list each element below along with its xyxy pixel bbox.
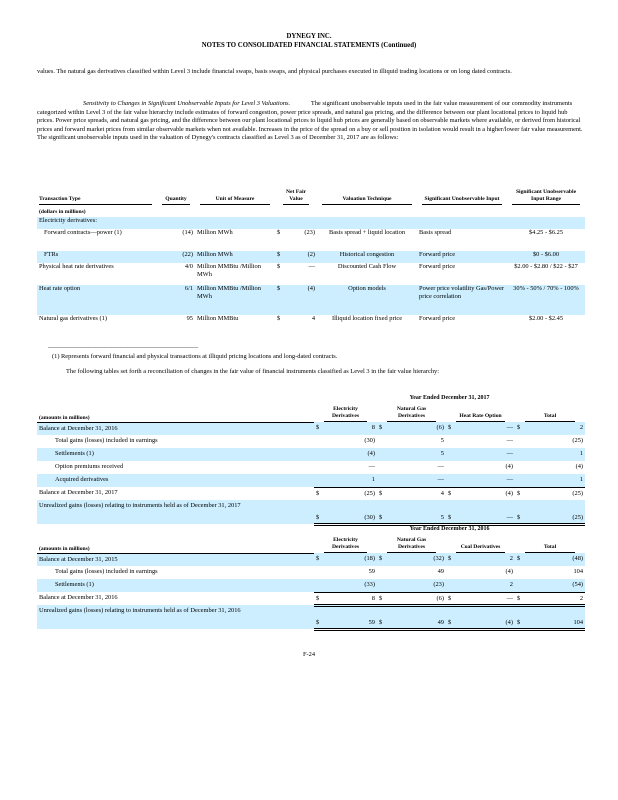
table-row [37, 251, 585, 263]
currency-symbol: $ [515, 605, 529, 629]
transaction-type: Heat rate option [37, 285, 157, 315]
unobservable-input: Power price volatility Gas/Power price correlation [417, 285, 507, 315]
amount: 2 [460, 579, 515, 592]
amount: (4) [505, 463, 513, 470]
currency-symbol [515, 435, 529, 448]
unobservable-inputs-table [37, 172, 585, 337]
valuation-technique: Historical congestion [317, 251, 417, 263]
column-header [446, 533, 515, 553]
amount: 104 [573, 568, 584, 575]
amount: (18) [324, 553, 377, 566]
currency-symbol: $ [277, 262, 281, 270]
footnote: (1) Represents forward financial and physical transactions at illiquid pricing locations and long-dated contracts. [52, 353, 338, 360]
currency-symbol [377, 566, 391, 579]
currency-symbol: $ [377, 487, 391, 500]
currency-symbol: $ [377, 605, 391, 629]
reconciliation-intro: The following tables set forth a reconciliation of changes in the fair value of financial instruments classified as Level 3 in the fair value hierarchy: [66, 368, 440, 375]
amount: (48) [529, 553, 585, 566]
amount: 1 [529, 474, 585, 487]
net-fair-value: (23) [304, 228, 316, 236]
page-number: F-24 [302, 651, 316, 658]
table-row [37, 448, 585, 461]
currency-symbol [377, 579, 391, 592]
quantity: (14) [182, 228, 193, 236]
footnote-rule: _______________________________________________ [48, 342, 199, 349]
currency-symbol: $ [314, 422, 324, 435]
amount: 8 [324, 592, 377, 605]
col-transaction-type: Transaction Type [39, 196, 152, 205]
amount: (25) [572, 437, 584, 444]
amount: — [460, 592, 515, 605]
currency-symbol [515, 579, 529, 592]
intro-paragraph: values. The natural gas derivatives classified within Level 3 include financial swaps, basis swaps, and physical purchases executed in illiquid trading locations or on long dated contracts. [37, 68, 512, 75]
table-row [37, 315, 585, 337]
amount: — [368, 463, 375, 470]
column-header-label: Coal Derivatives [456, 544, 505, 553]
valuation-technique: Illiquid location fixed price [331, 314, 403, 322]
sensitivity-text: The significant unobservable inputs used in the fair value measurement of our commodity instruments categorized within Level 3 of the fair value hierarchy include estimates of forward congestion, power price spreads, and natural gas pricing, and the difference between our plant locational prices to liquid hub prices. Power price spreads, and natural gas pricing, and the difference between our plant locational prices to liquid hub prices are generally based on observable markets where available, or derived from historical prices and forward market prices from similar observable markets when not available. Increases in the price of the spread on a buy or sell position in isolation would result in a higher/lower fair value measurement. The significant unobservable inputs used in the valuation of Dynegy's contracts classified as Level 3 as of December 31, 2017 are as follows: [37, 100, 583, 142]
valuation-technique: Discounted Cash Flow [337, 262, 397, 270]
table-row [37, 553, 585, 566]
unobservable-input: Forward price [419, 262, 456, 270]
col-net-fair-value: Net Fair Value [283, 189, 309, 205]
units-note: (amounts in millions) [37, 533, 314, 553]
amount: 2 [529, 422, 585, 435]
table-row [37, 487, 585, 500]
table-row [37, 605, 585, 629]
col-valuation-technique: Valuation Technique [322, 196, 412, 205]
input-range: $2.00 - $2.45 [528, 314, 564, 322]
spacer [37, 390, 314, 402]
amount: — [506, 437, 513, 444]
table-row [37, 592, 585, 605]
unobservable-input: Forward price [419, 314, 456, 322]
row-label: Unrealized gains (losses) relating to instruments held as of December 31, 2017 [37, 500, 314, 524]
amount: 5 [440, 437, 444, 444]
currency-symbol [314, 461, 324, 474]
currency-symbol: $ [515, 422, 529, 435]
units-note: (amounts in millions) [37, 402, 314, 422]
net-fair-value: (2) [287, 251, 317, 263]
table-row [37, 461, 585, 474]
amount: (23) [391, 579, 446, 592]
currency-symbol: $ [515, 500, 529, 524]
row-label: Balance at December 31, 2016 [37, 422, 314, 435]
transaction-type: FTRs [37, 251, 157, 263]
net-fair-value: — [308, 262, 316, 270]
amount: 5 [391, 448, 446, 461]
currency-symbol [314, 435, 324, 448]
row-label: Acquired derivatives [37, 474, 314, 487]
col-input-range: Significant Unobservable Input Range [512, 189, 580, 205]
currency-symbol [314, 474, 324, 487]
unit-of-measure: Million MMBtu /Million MWh [195, 285, 275, 315]
amount: (4) [460, 487, 515, 500]
currency-symbol: $ [446, 553, 460, 566]
input-range: 30% - 50% / 70% - 100% [507, 285, 585, 315]
quantity: 95 [186, 314, 193, 322]
amount: (54) [529, 579, 585, 592]
table-row [37, 566, 585, 579]
quantity: (22) [157, 251, 195, 263]
amount: — [460, 500, 515, 524]
col-unit: Unit of Measure [200, 196, 270, 205]
column-header-label: Total [525, 413, 575, 422]
table-row [37, 435, 585, 448]
amount: 59 [368, 568, 375, 575]
currency-symbol [446, 579, 460, 592]
column-header-label: Natural Gas Derivatives [387, 537, 436, 553]
amount: (25) [324, 487, 377, 500]
unit-of-measure: Million MMBtu /Million MWh [197, 262, 261, 279]
currency-symbol: $ [275, 285, 287, 315]
amount: — [460, 422, 515, 435]
net-fair-value: 4 [311, 314, 316, 322]
unobservable-input: Forward price [417, 251, 507, 263]
valuation-technique: Basis spread + liquid location [329, 228, 406, 236]
amount: (4) [505, 568, 513, 575]
reconciliation-2016-table [37, 521, 585, 631]
currency-symbol [515, 474, 529, 487]
column-header-label: Electricity Derivatives [324, 537, 367, 553]
currency-symbol [515, 448, 529, 461]
amount: 5 [391, 500, 446, 524]
sensitivity-paragraph [37, 100, 585, 143]
column-header [377, 402, 446, 422]
currency-symbol [377, 448, 391, 461]
unit-of-measure: Million MMBtu [197, 314, 239, 322]
amount: (4) [324, 448, 377, 461]
amount: (4) [575, 463, 584, 470]
currency-symbol: $ [446, 487, 460, 500]
currency-symbol [515, 566, 529, 579]
column-header [377, 533, 446, 553]
unit-of-measure: Million MWh [195, 251, 275, 263]
currency-symbol: $ [446, 592, 460, 605]
spacer [37, 521, 314, 533]
input-range: $4.25 - $6.25 [528, 228, 564, 236]
quantity: 4/0 [184, 262, 193, 270]
currency-symbol [446, 566, 460, 579]
row-label: Settlements (1) [37, 448, 314, 461]
amount: (25) [529, 500, 585, 524]
currency-symbol: $ [446, 605, 460, 629]
table-row [37, 229, 585, 251]
amount: 104 [529, 605, 585, 629]
currency-symbol: $ [275, 251, 287, 263]
amount: (33) [324, 579, 377, 592]
amount: 4 [391, 487, 446, 500]
amount: 49 [391, 605, 446, 629]
amount: 8 [324, 422, 377, 435]
currency-symbol: $ [314, 487, 324, 500]
transaction-type: Forward contracts—power (1) [44, 228, 122, 236]
column-header [515, 402, 585, 422]
units-note: (dollars in millions) [39, 209, 86, 215]
currency-symbol [515, 461, 529, 474]
table-row [37, 474, 585, 487]
input-range: $0 - $6.00 [507, 251, 585, 263]
column-header [314, 533, 377, 553]
col-quantity: Quantity [162, 196, 190, 205]
period-header: Year Ended December 31, 2016 [409, 526, 490, 532]
row-label: Option premiums received [55, 463, 124, 470]
row-label: Balance at December 31, 2015 [37, 553, 314, 566]
currency-symbol: $ [377, 553, 391, 566]
currency-symbol: $ [515, 592, 529, 605]
table-row [37, 285, 585, 315]
amount: 59 [324, 605, 377, 629]
quantity: 6/1 [157, 285, 195, 315]
net-fair-value: (4) [287, 285, 317, 315]
amount: — [391, 474, 446, 487]
amount: 1 [324, 474, 377, 487]
amount: — [437, 463, 444, 470]
amount: — [460, 448, 515, 461]
amount: 2 [529, 592, 585, 605]
amount: (25) [529, 487, 585, 500]
row-label: Settlements (1) [37, 579, 314, 592]
unit-of-measure: Million MWh [197, 228, 233, 236]
currency-symbol [446, 448, 460, 461]
currency-symbol [314, 579, 324, 592]
currency-symbol: $ [377, 500, 391, 524]
amount: (30) [364, 437, 375, 444]
sensitivity-heading: Sensitivity to Changes in Significant Unobservable Inputs for Level 3 Valuations. [83, 100, 291, 107]
table-row [37, 579, 585, 592]
amount: — [460, 474, 515, 487]
company-name: DYNEGY INC. [286, 33, 332, 40]
currency-symbol [446, 435, 460, 448]
currency-symbol: $ [314, 553, 324, 566]
table-row [37, 263, 585, 285]
column-header [515, 533, 585, 553]
transaction-type: Physical heat rate derivatives [39, 262, 114, 270]
currency-symbol: $ [314, 605, 324, 629]
currency-symbol [446, 461, 460, 474]
table-row [37, 422, 585, 435]
column-header-label: Total [525, 544, 575, 553]
column-header [314, 402, 377, 422]
section-electricity-derivatives: Electricity derivatives: [37, 217, 585, 229]
amount: (6) [391, 422, 446, 435]
amount: (30) [324, 500, 377, 524]
col-unobservable-input: Significant Unobservable Input [422, 196, 502, 205]
currency-symbol [377, 474, 391, 487]
amount: (6) [391, 592, 446, 605]
currency-symbol: $ [377, 592, 391, 605]
page-heading: NOTES TO CONSOLIDATED FINANCIAL STATEMENTS (Continued) [201, 42, 417, 49]
row-label: Unrealized gains (losses) relating to instruments held as of December 31, 2016 [37, 605, 314, 629]
transaction-type: Natural gas derivatives (1) [39, 314, 107, 322]
input-range: $2.00 - $2.80 / $22 - $27 [514, 262, 578, 270]
currency-symbol [377, 461, 391, 474]
currency-symbol: $ [277, 228, 281, 236]
row-label: Balance at December 31, 2016 [39, 594, 118, 601]
currency-symbol: $ [277, 314, 281, 322]
row-label: Total gains (losses) included in earnings [55, 437, 158, 444]
amount: (4) [460, 605, 515, 629]
currency-symbol: $ [446, 500, 460, 524]
currency-symbol [446, 474, 460, 487]
amount: 1 [529, 448, 585, 461]
currency-symbol: $ [515, 487, 529, 500]
currency-symbol: $ [314, 592, 324, 605]
column-header-label: Natural Gas Derivatives [387, 406, 436, 422]
valuation-technique: Option models [317, 285, 417, 315]
period-header: Year Ended December 31, 2017 [409, 395, 490, 401]
currency-symbol [314, 448, 324, 461]
row-label: Balance at December 31, 2017 [39, 489, 118, 496]
currency-symbol: $ [446, 422, 460, 435]
column-header-label: Electricity Derivatives [324, 406, 367, 422]
currency-symbol: $ [377, 422, 391, 435]
amount: 49 [437, 568, 444, 575]
row-label: Total gains (losses) included in earnings [55, 568, 158, 575]
currency-symbol [377, 435, 391, 448]
currency-symbol [314, 566, 324, 579]
reconciliation-2017-table [37, 390, 585, 526]
column-header-label: Heat Rate Option [456, 413, 505, 422]
column-header [446, 402, 515, 422]
amount: (32) [391, 553, 446, 566]
amount: 2 [460, 553, 515, 566]
currency-symbol: $ [515, 553, 529, 566]
currency-symbol: $ [314, 500, 324, 524]
unobservable-input: Basis spread [419, 228, 452, 236]
